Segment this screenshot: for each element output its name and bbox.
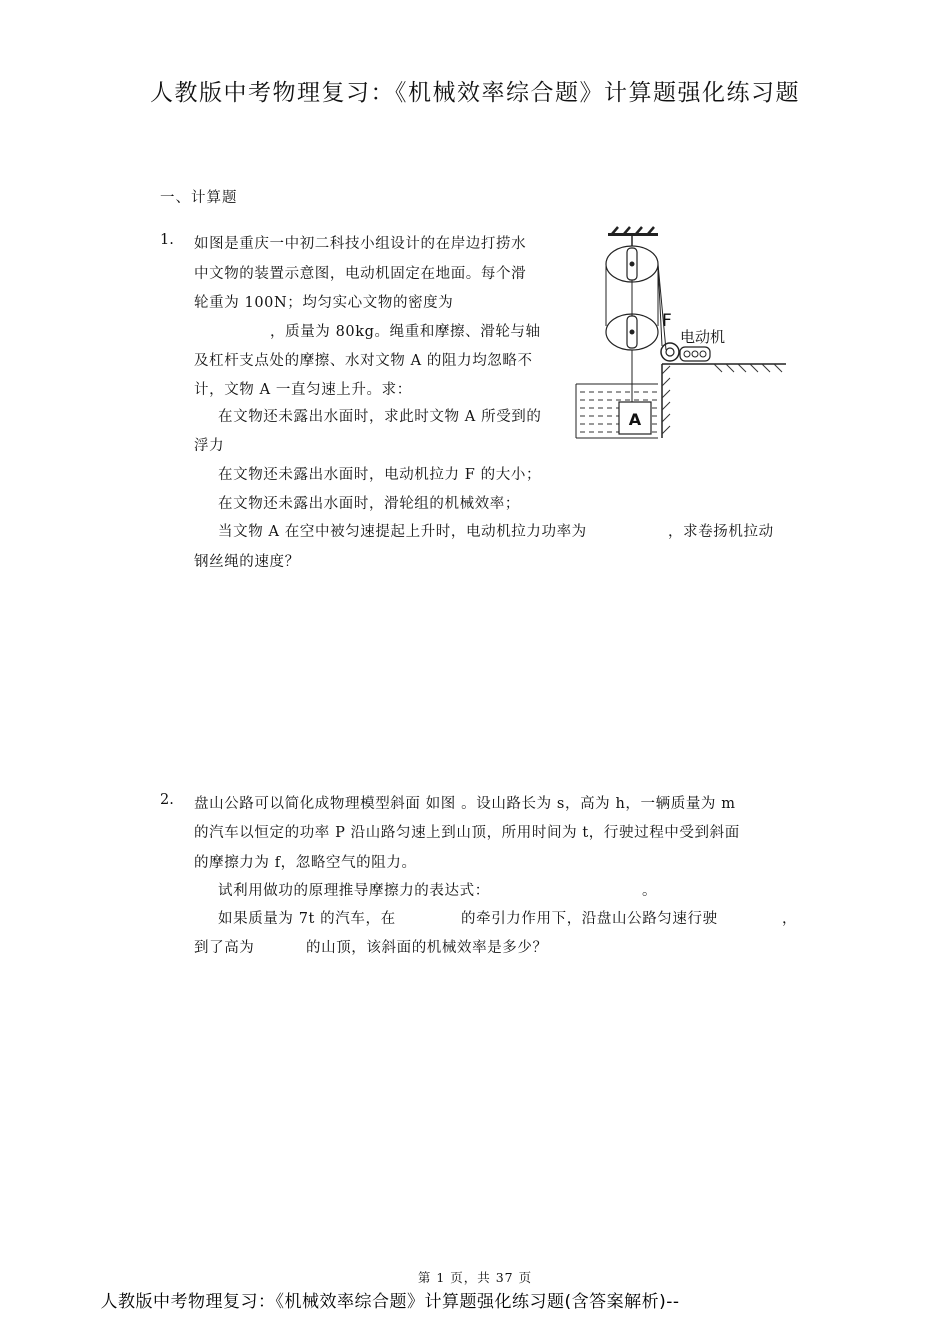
question-line: 的牵引力作用下，沿盘山公路匀速行驶	[461, 911, 718, 927]
fixed-pulley	[606, 246, 658, 282]
document-banner: 人教版中考物理复习：《机械效率综合题》计算题强化练习题(含答案解析)--	[100, 1292, 680, 1312]
pulley-diagram	[574, 226, 790, 442]
question-line: 如图是重庆一中初二科技小组设计的在岸边打捞水	[194, 236, 527, 252]
page-title: 人教版中考物理复习：《机械效率综合题》计算题强化练习题	[150, 80, 800, 106]
object-a-label: A	[628, 410, 642, 429]
force-label: F	[662, 311, 672, 331]
question-line: ，求卷扬机拉动	[668, 524, 774, 540]
question-line: 的摩擦力为 f，忽略空气的阻力。	[194, 855, 417, 871]
question-line: 盘山公路可以简化成物理模型斜面 如图 。设山路长为 s，高为 h，一辆质量为 m	[194, 796, 736, 812]
question-line: ，	[782, 911, 798, 927]
question-line: 在文物还未露出水面时，滑轮组的机械效率；	[218, 496, 520, 512]
question-line: 浮力	[194, 438, 225, 454]
question-line: 当文物 A 在空中被匀速提起上升时，电动机拉力功率为	[218, 524, 587, 540]
page-number: 第 1 页，共 37 页	[417, 1270, 533, 1285]
question-line: ，质量为 80kg。绳重和摩擦、滑轮与轴	[270, 324, 541, 340]
question-number: 1.	[160, 232, 174, 248]
question-line: 计，文物 A 一直匀速上升。求：	[194, 382, 412, 398]
question-line: 到了高为	[194, 940, 255, 956]
question-line: 在文物还未露出水面时，求此时文物 A 所受到的	[218, 409, 542, 425]
bank-wall	[662, 364, 786, 438]
section-heading: 一、计算题	[160, 190, 238, 206]
motor-label: 电动机	[680, 328, 726, 346]
question-line: 。	[642, 883, 658, 899]
question-line: 的汽车以恒定的功率 P 沿山路匀速上到山顶，所用时间为 t，行驶过程中受到斜面	[194, 825, 740, 841]
movable-pulley	[606, 314, 658, 350]
question-line: 的山顶，该斜面的机械效率是多少？	[306, 940, 548, 956]
question-line: 钢丝绳的速度？	[194, 554, 300, 570]
question-line: 中文物的装置示意图，电动机固定在地面。每个滑	[194, 266, 527, 282]
question-number: 2.	[160, 792, 174, 808]
question-line: 试利用做功的原理推导摩擦力的表达式：	[218, 883, 490, 899]
question-line: 如果质量为 7t 的汽车，在	[218, 911, 396, 927]
question-line: 轮重为 100N；均匀实心文物的密度为	[194, 295, 454, 311]
question-line: 及杠杆支点处的摩擦、水对文物 A 的阻力均忽略不	[194, 353, 533, 369]
question-line: 在文物还未露出水面时，电动机拉力 F 的大小；	[218, 467, 542, 483]
